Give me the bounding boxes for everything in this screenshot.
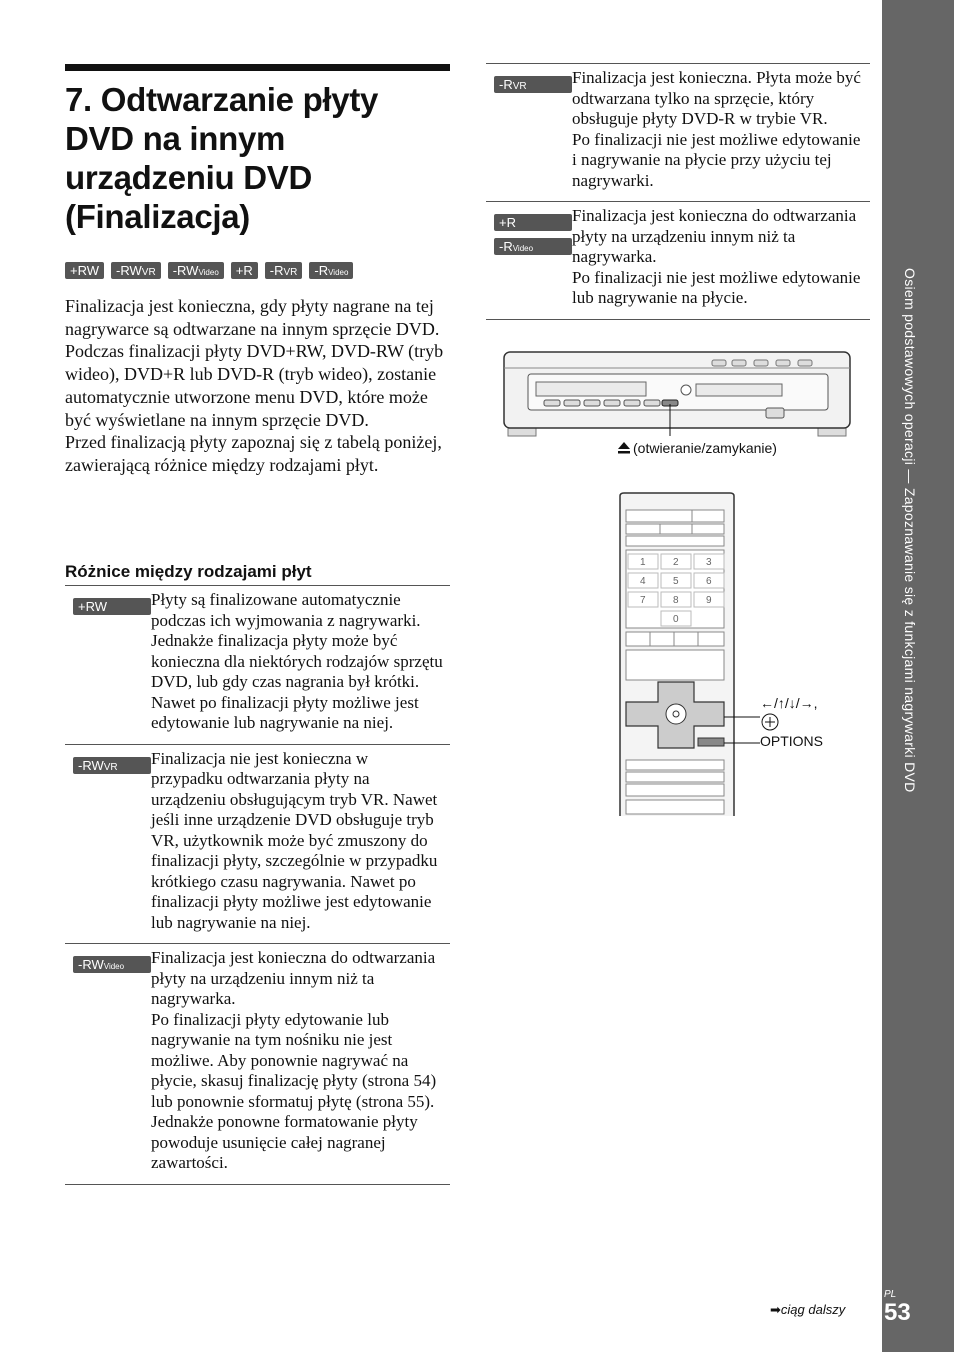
intro-paragraph: Podczas finalizacji płyty DVD+RW, DVD-RW (tryb wideo), DVD+R lub DVD-R (tryb wideo), zostanie automatycznie utworzone menu DVD, które może być wyświetlane na innym sprzęcie DVD. <box>65 341 444 430</box>
disc-type-cell <box>486 64 572 201</box>
disc-type-cell <box>65 745 151 944</box>
table-row <box>486 202 870 320</box>
remote-number-key: 5 <box>673 576 679 587</box>
remote-callout-lines <box>724 700 764 750</box>
description-text: Po finalizacji płyty edytowanie lub nagrywanie na tym nośniku nie jest możliwe. Aby ponownie nagrywać na płycie, skasuj finalizację płyty (strona 54) lub ponownie sformatuj płytę (strona 55). Jednakże ponowne formatowanie płyty powoduje usunięcie całej nagranej zawartości. <box>151 1009 437 1172</box>
disc-badge-mode: Video <box>328 268 349 277</box>
disc-badge-type: -RW <box>116 263 142 278</box>
intro-paragraph: Finalizacja jest konieczna, gdy płyty nagrane na tej nagrywarce są odtwarzane na innym sprzęcie DVD. <box>65 296 440 339</box>
description-cell <box>151 745 450 944</box>
continued-text: ciąg dalszy <box>780 1302 846 1317</box>
intro-paragraph: Przed finalizacją płyty zapoznaj się z tabelą poniżej, zawierającą różnice między rodzajami płyt. <box>65 432 442 475</box>
remote-number-key: 3 <box>706 557 712 568</box>
remote-number-key: 9 <box>706 595 712 606</box>
disc-badge-mode: Video <box>103 962 125 971</box>
description-text: Po finalizacji nie jest możliwe edytowanie lub nagrywanie na płycie. <box>572 267 861 307</box>
disc-badge <box>494 76 572 93</box>
disc-badge-type: -RW <box>78 957 104 972</box>
eject-label: (otwieranie/zamykanie) <box>633 440 777 456</box>
table-row <box>65 944 450 1185</box>
disc-badge-type: -R <box>314 263 329 278</box>
disc-badge <box>494 214 572 231</box>
disc-type-cell <box>65 586 151 744</box>
disc-badge <box>65 262 104 279</box>
description-cell <box>572 64 870 201</box>
sidebar-chapter-title: Osiem podstawowych operacji — Zapoznawanie się z funkcjami nagrywarki DVD <box>902 268 918 793</box>
disc-badge-type: -R <box>269 263 284 278</box>
arrow-right-icon: ➡ <box>770 1302 781 1317</box>
remote-number-key: 8 <box>673 595 679 606</box>
disc-badge <box>73 598 151 615</box>
options-label: OPTIONS <box>760 733 824 749</box>
remote-number-key: 6 <box>706 576 712 587</box>
disc-badge <box>265 262 303 279</box>
table-row <box>486 64 870 202</box>
table-row <box>65 586 450 745</box>
description-cell <box>151 586 450 744</box>
description-text: Finalizacja nie jest konieczna w przypadku odtwarzania płyty na urządzeniu obsługującym tryb VR. Nawet jeśli inne urządzenie DVD obsługuje tryb VR, użytkownik może być zmuszony do finalizacji płyty, szczególnie w przypadku krótkiego czasu nagrywania. Nawet po finalizacji płyty możliwe jest edytowanie lub nagrywanie na niej. <box>151 748 438 932</box>
chapter-sidebar <box>882 0 954 1352</box>
disc-badge <box>168 262 224 279</box>
page-title: 7. Odtwarzanie płyty DVD na innym urządzeniu DVD (Finalizacja) <box>65 81 379 235</box>
disc-badge <box>73 757 151 774</box>
disc-badge-type: +RW <box>70 263 100 278</box>
disc-badge-mode: VR <box>141 267 156 278</box>
disc-badge <box>309 262 353 279</box>
disc-badge-type: -R <box>499 77 513 92</box>
disc-badge <box>73 956 151 973</box>
description-text: Finalizacja jest konieczna. Płyta może być odtwarzana tylko na sprzęcie, który obsługuje płyty DVD-R w trybie VR. <box>572 68 861 128</box>
disc-differences-table-left <box>65 585 450 1185</box>
eject-icon <box>617 441 631 455</box>
remote-number-key: 1 <box>640 557 646 568</box>
description-cell <box>572 202 870 319</box>
disc-type-badges <box>65 262 450 279</box>
remote-number-key: 7 <box>640 595 646 606</box>
disc-badge <box>231 262 258 279</box>
remote-control-illustration <box>618 492 736 816</box>
arrow-keys-label: ←/↑/↓/→, <box>760 695 818 711</box>
description-text: Finalizacja jest konieczna do odtwarzania płyty na urządzeniu innym niż ta nagrywarka. <box>572 206 857 266</box>
description-text: Po finalizacji nie jest możliwe edytowanie i nagrywanie na płycie przy użyciu tej nagrywarki. <box>572 129 861 190</box>
disc-badge <box>111 262 161 279</box>
disc-type-cell <box>65 944 151 1184</box>
disc-badge-mode: Video <box>198 268 219 277</box>
description-cell <box>151 944 450 1184</box>
disc-differences-table-right <box>486 63 870 320</box>
disc-badge-mode: VR <box>103 761 118 773</box>
remote-number-key: 2 <box>673 557 679 568</box>
dvd-recorder-illustration <box>500 348 856 438</box>
page-number: 53 <box>884 1299 911 1326</box>
remote-number-key: 4 <box>640 576 646 587</box>
intro-text <box>65 295 450 477</box>
description-text: Finalizacja jest konieczna do odtwarzania płyty na urządzeniu innym niż ta nagrywarka. <box>151 948 436 1008</box>
disc-badge-mode: VR <box>512 81 527 92</box>
section-heading: Różnice między rodzajami płyt <box>65 562 312 581</box>
disc-badge-type: -RW <box>172 263 199 278</box>
disc-badge <box>494 238 572 255</box>
disc-badge-type: -R <box>499 239 513 254</box>
language-code: PL <box>884 1289 897 1300</box>
disc-badge-type: +R <box>499 215 516 230</box>
continued-note <box>770 1302 845 1318</box>
description-text: Płyty są finalizowane automatycznie podczas ich wyjmowania z nagrywarki. Jednakże finalizacja płyty może być konieczna dla niektórych rodzajów sprzętu DVD, lub gdy czas nagrania był krótki. Nawet po finalizacji płyty możliwe jest edytowanie lub nagrywanie na niej. <box>151 590 443 732</box>
disc-badge-mode: Video <box>512 244 534 253</box>
table-row <box>65 745 450 945</box>
disc-badge-type: -RW <box>78 757 104 773</box>
enter-button-icon <box>760 712 780 732</box>
disc-type-cell <box>486 202 572 319</box>
remote-number-key: 0 <box>673 614 679 625</box>
title-rule <box>65 64 450 71</box>
disc-badge-type: +RW <box>78 599 108 614</box>
disc-badge-type: +R <box>235 263 253 278</box>
disc-badge-mode: VR <box>283 267 298 278</box>
